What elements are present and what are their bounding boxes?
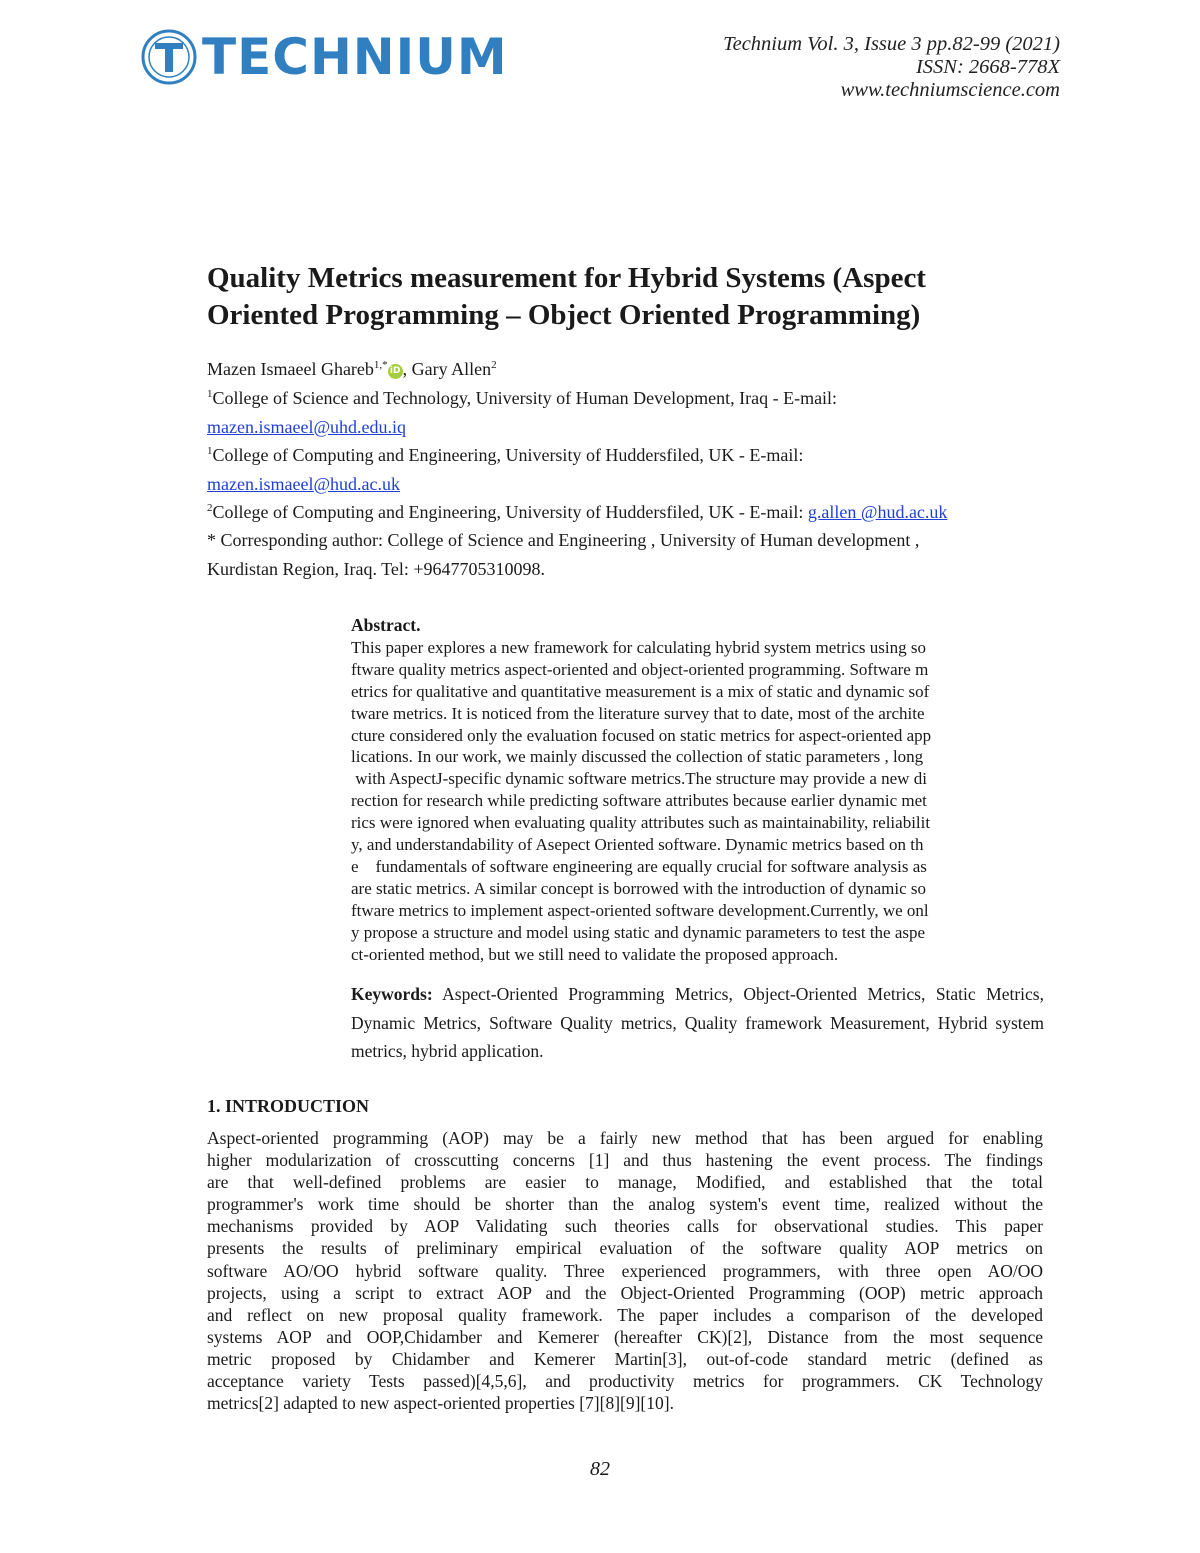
abstract-line: tware metrics. It is noticed from the literature survey that to date, most of the archite (351, 703, 925, 723)
abstract-body (351, 637, 1044, 966)
intro-line: Aspect-oriented programming (AOP) may be a fairly new method that has been argued for enabling (207, 1128, 1043, 1148)
abstract-section (351, 615, 1044, 966)
abstract-line: ct-oriented method, but we still need to validate the proposed approach. (351, 944, 839, 964)
abstract-line: rics were ignored when evaluating quality attributes such as maintainability, reliabilit (351, 813, 931, 833)
logo-wordmark: TECHNIUM (202, 28, 508, 86)
email-link[interactable]: mazen.ismaeel@hud.ac.uk (207, 474, 400, 494)
intro-line: and reflect on new proposal quality framework. The paper includes a comparison of the developed (207, 1304, 1043, 1325)
affiliation-2: $^1$College of Computing and Engineering, University of Huddersfiled, UK - E-mail: mazen.ismaeel@hud.ac.uk (207, 445, 804, 494)
abstract-line: rection for research while predicting software attributes because earlier dynamic met (351, 791, 927, 811)
email-link[interactable]: g.allen @hud.ac.uk (807, 502, 948, 522)
introduction-body (207, 1127, 1043, 1414)
abstract-line: This paper explores a new framework for calculating hybrid system metrics using so (351, 637, 927, 657)
page-number: 82 (590, 1458, 610, 1480)
intro-line: are that well-defined problems are easier to manage, Modified, and established that the total (207, 1172, 1043, 1193)
intro-line: software AO/OO hybrid software quality. Three experienced programmers, with three open AO/OO (207, 1260, 1043, 1281)
abstract-line: with AspectJ-specific dynamic software metrics.The structure may provide a new di (351, 769, 927, 789)
keywords-text: Aspect-Oriented Programming Metrics, Object-Oriented Metrics, Static Metrics, Dynamic Metrics, Software Quality metrics, Quality framework Measurement, Hybrid system metrics, hybrid application. (351, 984, 1044, 1061)
abstract-line: are static metrics. A similar concept is borrowed with the introduction of dynamic so (351, 878, 927, 898)
intro-line: mechanisms provided by AOP Validating such theories calls for observational studies. This paper (207, 1216, 1043, 1237)
paper-title: Quality Metrics measurement for Hybrid Systems (Aspect Oriented Programming – Object Oriented Programming) (207, 262, 926, 331)
orcid-icon[interactable]: iD (388, 364, 403, 379)
journal-website[interactable]: www.techniumscience.com (840, 79, 1060, 101)
author-name: Mazen Ismaeel Ghareb (207, 359, 374, 379)
affiliation-text: College of Computing and Engineering, University of Huddersfiled, UK - E-mail: (212, 445, 804, 465)
abstract-heading: Abstract. (351, 615, 421, 635)
journal-logo (140, 26, 508, 88)
affiliation-text: College of Computing and Engineering, University of Huddersfiled, UK - E-mail: (212, 502, 808, 522)
abstract-line: ftware quality metrics aspect-oriented and object-oriented programming. Software m (351, 659, 929, 679)
intro-line: projects, using a script to extract AOP and the Object-Oriented Programming (OOP) metric approach (207, 1282, 1043, 1303)
abstract-line: ftware metrics to implement aspect-oriented software development.Currently, we onl (351, 900, 929, 920)
author-superscript: 2 (491, 359, 497, 371)
intro-line: metrics[2] adapted to new aspect-oriented properties [7][8][9][10]. (207, 1393, 674, 1414)
abstract-line: y, and understandability of Asepect Oriented software. Dynamic metrics based on th (351, 835, 924, 855)
journal-volume: Technium Vol. 3, Issue 3 pp.82-99 (2021) (723, 33, 1060, 55)
journal-info (723, 33, 1060, 102)
email-link[interactable]: mazen.ismaeel@uhd.edu.iq (207, 417, 407, 437)
intro-line: acceptance variety Tests passed)[4,5,6], and productivity metrics for programmers. CK Technology (207, 1371, 1043, 1392)
intro-line: presents the results of preliminary empirical evaluation of the software quality AOP metrics on (207, 1238, 1043, 1259)
journal-issn: ISSN: 2668-778X (915, 56, 1060, 78)
intro-line: systems AOP and OOP,Chidamber and Kemerer (hereafter CK)[2], Distance from the most sequence (207, 1326, 1043, 1347)
intro-line: programmer's work time should be shorter than the analog system's event time, realized without the (207, 1194, 1043, 1215)
corresponding-author: * Corresponding author: College of Science and Engineering , University of Human development , Kurdistan Region, Iraq. Tel: +9647705310098. (207, 530, 920, 579)
abstract-line: y propose a structure and model using static and dynamic parameters to test the aspe (351, 922, 926, 942)
affiliation-3: $^2$College of Computing and Engineering, University of Huddersfiled, UK - E-mail: g.allen @hud.ac.uk (207, 502, 948, 522)
author-superscript: 1,* (373, 359, 388, 371)
affiliation-1: $^1$College of Science and Technology, University of Human Development, Iraq - E-mail: mazen.ismaeel@uhd.edu.iq (207, 388, 838, 437)
abstract-line: etrics for qualitative and quantitative measurement is a mix of static and dynamic sof (351, 681, 930, 701)
intro-line: metric proposed by Chidamber and Kemerer Martin[3], out-of-code standard metric (defined as (207, 1348, 1043, 1369)
intro-line: higher modularization of crosscutting concerns [1] and thus hastening the event process. The findings (207, 1150, 1043, 1171)
author-separator: , Gary Allen (402, 359, 492, 379)
keywords-label: Keywords: (351, 984, 433, 1004)
keywords-section (351, 980, 1044, 1066)
author-line (207, 353, 497, 381)
abstract-line: e fundamentals of software engineering are equally crucial for software analysis as (351, 856, 927, 876)
abstract-line: lications. In our work, we mainly discussed the collection of static parameters , long (351, 747, 924, 767)
technium-logo-icon (140, 28, 198, 86)
abstract-line: cture considered only the evaluation focused on static metrics for aspect-oriented app (351, 725, 932, 745)
affiliation-text: College of Science and Technology, University of Human Development, Iraq - E-mail: (212, 388, 838, 408)
section-heading-introduction: 1. INTRODUCTION (207, 1096, 370, 1116)
